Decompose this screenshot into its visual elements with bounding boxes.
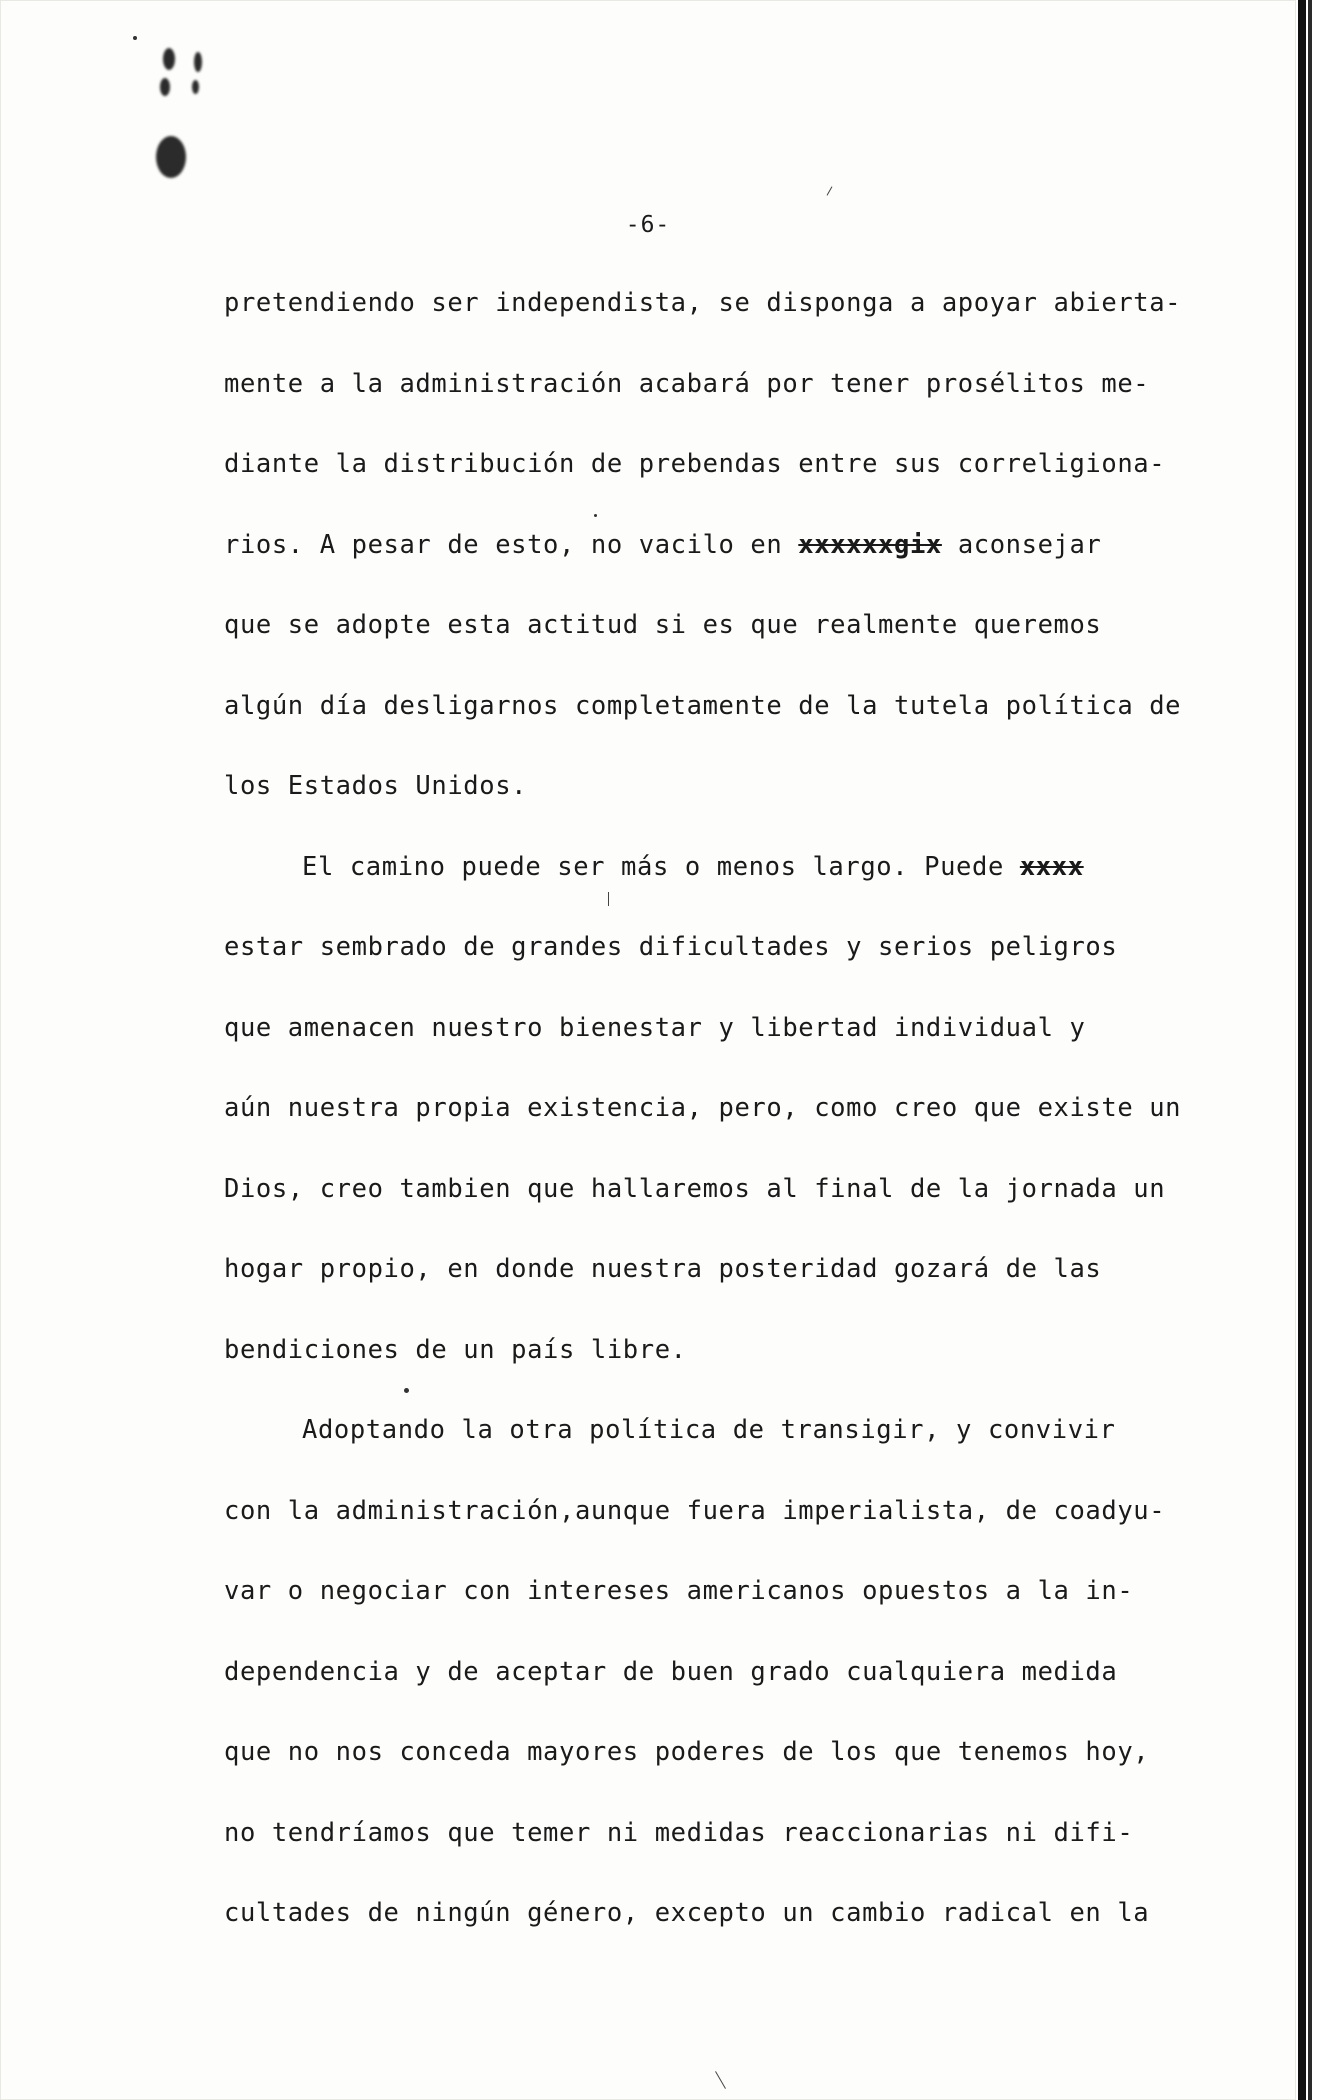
text-line: algún día desligarnos completamente de la tutela política de: [224, 690, 1182, 721]
text-line: Dios, creo tambien que hallaremos al final de la jornada un: [224, 1173, 1166, 1204]
scan-border: [1298, 0, 1306, 2100]
text-line: no tendríamos que temer ni medidas reaccionarias ni difi-: [224, 1817, 1134, 1848]
page-number: -6-: [625, 212, 671, 238]
text-line: Adoptando la otra política de transigir, y convivir: [302, 1415, 1116, 1445]
ink-blot: [192, 80, 199, 94]
line-segment: aconsejar: [941, 529, 1102, 560]
ink-blot: [163, 48, 175, 70]
text-line: hogar propio, en donde nuestra posteridad gozará de las: [224, 1254, 1102, 1284]
text-line: los Estados Unidos.: [224, 771, 528, 801]
text-line: diante la distribución de prebendas entre sus correligiona-: [224, 449, 1166, 479]
text-line: con la administración,aunque fuera imperialista, de coadyu-: [224, 1495, 1166, 1526]
text-line: bendiciones de un país libre.: [224, 1334, 687, 1365]
text-line: que no nos conceda mayores poderes de los que tenemos hoy,: [224, 1737, 1150, 1767]
text-line: pretendiendo ser independista, se disponga a apoyar abierta-: [224, 288, 1182, 318]
line-segment: El camino puede ser más o menos largo. Puede: [302, 851, 1020, 882]
ink-blot: [156, 136, 186, 178]
struck-out-text: xxxx: [1019, 851, 1084, 882]
ink-blot: [160, 78, 170, 96]
ink-blot: [194, 52, 202, 72]
text-line: [224, 849, 1184, 930]
scan-border: [1308, 0, 1312, 2100]
text-line: que se adopte esta actitud si es que realmente queremos: [224, 610, 1102, 640]
line-segment: rios. A pesar de esto, no vacilo en: [224, 529, 799, 560]
ink-speck: [133, 36, 137, 40]
text-line: cultades de ningún género, excepto un cambio radical en la: [224, 1898, 1150, 1928]
text-line: dependencia y de aceptar de buen grado cualquiera medida: [224, 1656, 1118, 1687]
text-line: que amenacen nuestro bienestar y libertad individual y: [224, 1012, 1086, 1043]
pencil-mark: [715, 2071, 726, 2089]
body-text: [224, 285, 1184, 1976]
text-line: mente a la administración acabará por tener prosélitos me-: [224, 368, 1150, 399]
text-line: aún nuestra propia existencia, pero, como creo que existe un: [224, 1093, 1182, 1123]
pencil-mark: [827, 186, 833, 195]
struck-out-text: xxxxxxgix: [798, 529, 942, 560]
text-line: [224, 527, 1184, 608]
text-line: var o negociar con intereses americanos opuestos a la in-: [224, 1576, 1134, 1606]
text-line: estar sembrado de grandes dificultades y serios peligros: [224, 932, 1118, 962]
